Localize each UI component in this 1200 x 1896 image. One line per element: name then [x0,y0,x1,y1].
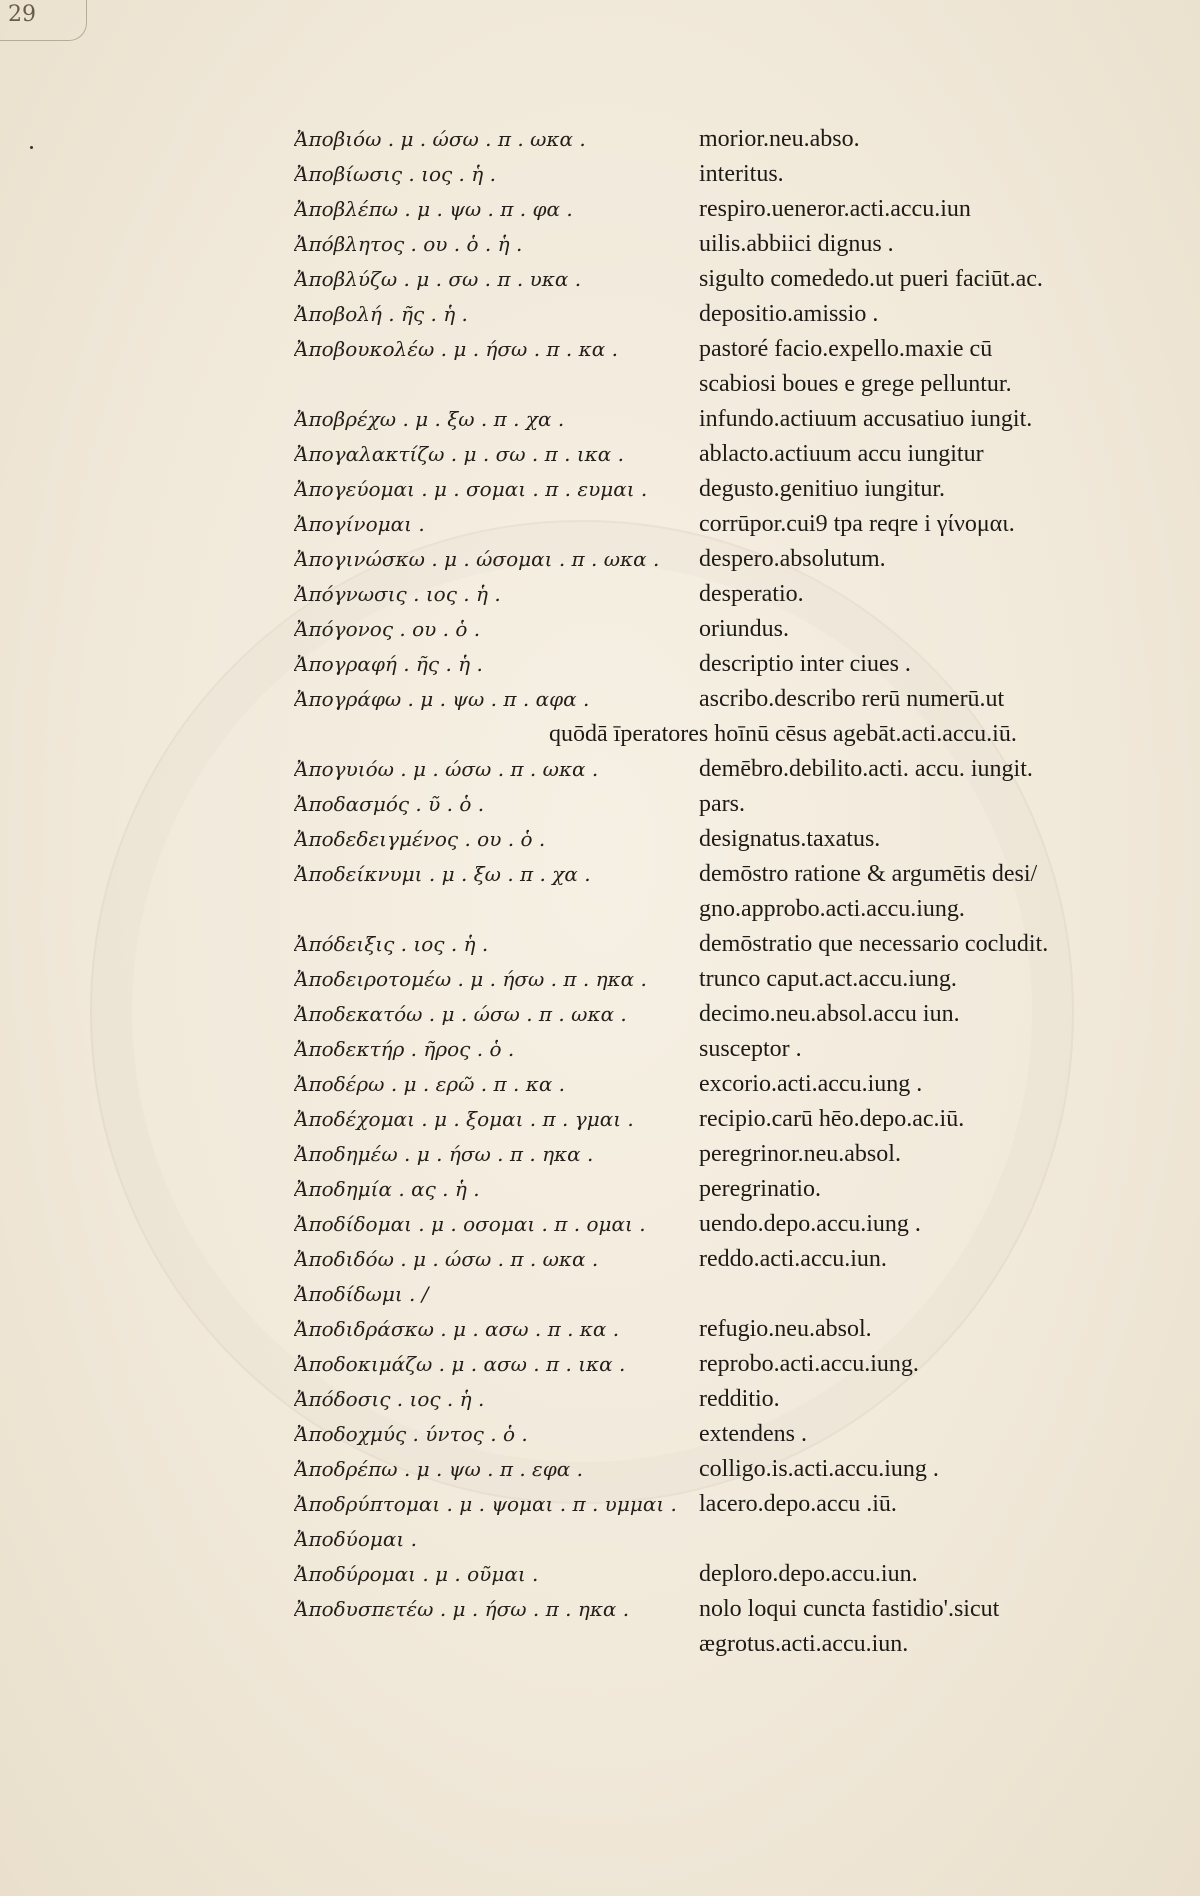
greek-headword: Ἀποβίωσις . ιος . ἡ . [294,162,496,186]
entry-19-continuation [294,892,1164,927]
latin-gloss-continuation: scabiosi boues e grege pelluntur. [699,371,1012,397]
latin-gloss: pars. [699,791,745,817]
latin-gloss: interitus. [699,161,784,187]
latin-gloss: descriptio inter ciues . [699,651,911,677]
greek-headword: Ἀπογυιόω . μ . ώσω . π . ωκα . [294,757,599,781]
latin-gloss: infundo.actiuum accusatiuo iungit. [699,406,1033,432]
greek-headword: Ἀποδέχομαι . μ . ξομαι . π . γμαι . [294,1107,634,1131]
latin-gloss: refugio.neu.absol. [699,1316,872,1342]
latin-gloss: uendo.depo.accu.iung . [699,1211,921,1237]
entry-5 [294,297,1164,332]
entry-35 [294,1452,1164,1487]
greek-headword: Ἀποβουκολέω . μ . ήσω . π . κα . [294,337,618,361]
entry-6-continuation [294,367,1164,402]
entry-34 [294,1417,1164,1452]
entry-39 [294,1592,1164,1627]
greek-headword: Ἀπόγνωσις . ιος . ἡ . [294,582,501,606]
greek-headword: Ἀποδυσπετέω . μ . ήσω . π . ηκα . [294,1597,630,1621]
entry-36 [294,1487,1164,1522]
greek-headword: Ἀποδίδωμι . / [294,1282,429,1306]
entry-20 [294,927,1164,962]
greek-headword: Ἀπογραφή . ῆς . ἡ . [294,652,483,676]
latin-gloss: reprobo.acti.accu.iung. [699,1351,919,1377]
entry-33 [294,1382,1164,1417]
entry-32 [294,1347,1164,1382]
greek-headword: Ἀποδημέω . μ . ήσω . π . ηκα . [294,1142,594,1166]
latin-gloss: demōstro ratione & argumētis desi/ [699,861,1038,887]
latin-gloss: trunco caput.act.accu.iung. [699,966,957,992]
latin-gloss: extendens . [699,1421,807,1447]
ink-speck [30,146,33,149]
greek-headword: Ἀποδύομαι . [294,1527,417,1551]
latin-gloss: ablacto.actiuum accu iungitur [699,441,984,467]
entry-9 [294,472,1164,507]
greek-headword: Ἀποβλέπω . μ . ψω . π . φα . [294,197,573,221]
entry-17 [294,787,1164,822]
latin-gloss: uilis.abbiici dignus . [699,231,894,257]
greek-headword: Ἀπόγονος . ου . ὁ . [294,617,481,641]
greek-headword: Ἀποδείκνυμι . μ . ξω . π . χα . [294,862,591,886]
greek-headword: Ἀπόδοσις . ιος . ἡ . [294,1387,485,1411]
latin-gloss: demēbro.debilito.acti. accu. iungit. [699,756,1033,782]
latin-gloss: decimo.neu.absol.accu iun. [699,1001,960,1027]
greek-headword: Ἀποδεκτήρ . ῆρος . ὁ . [294,1037,515,1061]
latin-gloss: colligo.is.acti.accu.iung . [699,1456,939,1482]
latin-gloss: degusto.genitiuo iungitur. [699,476,945,502]
entry-38 [294,1557,1164,1592]
greek-headword: Ἀπόδειξις . ιος . ἡ . [294,932,489,956]
latin-gloss: pastoré facio.expello.maxie cū [699,336,993,362]
entry-30 [294,1277,1164,1312]
entry-0 [294,122,1164,157]
greek-headword: Ἀποδειροτομέω . μ . ήσω . π . ηκα . [294,967,647,991]
greek-headword: Ἀπογινώσκω . μ . ώσομαι . π . ωκα . [294,547,660,571]
latin-gloss: nolo loqui cuncta fastidio'.sicut [699,1596,1000,1622]
entry-2 [294,192,1164,227]
greek-headword: Ἀποδοχμύς . ύντος . ὁ . [294,1422,528,1446]
latin-gloss: depositio.amissio . [699,301,879,327]
greek-headword: Ἀποδύρομαι . μ . οῦμαι . [294,1562,539,1586]
latin-gloss: desperatio. [699,581,804,607]
entry-16 [294,752,1164,787]
latin-gloss: oriundus. [699,616,789,642]
greek-headword: Ἀποδιδράσκω . μ . ασω . π . κα . [294,1317,620,1341]
entry-21 [294,962,1164,997]
greek-headword: Ἀποδημία . ας . ἡ . [294,1177,480,1201]
entry-31 [294,1312,1164,1347]
entry-23 [294,1032,1164,1067]
latin-gloss: designatus.taxatus. [699,826,881,852]
greek-headword: Ἀποδρύπτομαι . μ . ψομαι . π . υμμαι . [294,1492,677,1516]
greek-headword: Ἀπογράφω . μ . ψω . π . αφα . [294,687,590,711]
entry-29 [294,1242,1164,1277]
latin-gloss: reddo.acti.accu.iun. [699,1246,887,1272]
greek-headword: Ἀποδέρω . μ . ερῶ . π . κα . [294,1072,566,1096]
latin-gloss: despero.absolutum. [699,546,886,572]
latin-gloss-continuation: ægrotus.acti.accu.iun. [699,1631,909,1657]
latin-gloss: demōstratio que necessario cocludit. [699,931,1049,957]
entry-15 [294,682,1164,717]
entry-3 [294,227,1164,262]
entry-39-continuation [294,1627,1164,1662]
entry-25 [294,1102,1164,1137]
greek-headword: Ἀπογεύομαι . μ . σομαι . π . ευμαι . [294,477,648,501]
greek-headword: Ἀποβιόω . μ . ώσω . π . ωκα . [294,127,586,151]
entry-27 [294,1172,1164,1207]
entry-8 [294,437,1164,472]
greek-headword: Ἀποδίδομαι . μ . οσομαι . π . ομαι . [294,1212,646,1236]
greek-headword: Ἀποδασμός . ῦ . ὁ . [294,792,485,816]
latin-gloss: susceptor . [699,1036,802,1062]
greek-headword: Ἀποδεκατόω . μ . ώσω . π . ωκα . [294,1002,627,1026]
entry-1 [294,157,1164,192]
latin-gloss: ascribo.describo rerū numerū.ut [699,686,1005,712]
latin-gloss: deploro.depo.accu.iun. [699,1561,918,1587]
entry-15-continuation [294,717,1164,752]
greek-headword: Ἀποδεδειγμένος . ου . ὁ . [294,827,546,851]
entry-19 [294,857,1164,892]
entry-37 [294,1522,1164,1557]
latin-gloss: lacero.depo.accu .iū. [699,1491,897,1517]
latin-gloss: corrūpor.cui9 tpa reqre i γίνομαι. [699,511,1015,537]
greek-headword: Ἀπογίνομαι . [294,512,425,536]
latin-gloss: sigulto comededo.ut pueri faciūt.ac. [699,266,1043,292]
latin-gloss: respiro.ueneror.acti.accu.iun [699,196,971,222]
entry-11 [294,542,1164,577]
entry-6 [294,332,1164,367]
latin-gloss-continuation: gno.approbo.acti.accu.iung. [699,896,965,922]
greek-headword: Ἀποδιδόω . μ . ώσω . π . ωκα . [294,1247,599,1271]
entry-18 [294,822,1164,857]
greek-headword: Ἀποδρέπω . μ . ψω . π . εφα . [294,1457,583,1481]
entry-28 [294,1207,1164,1242]
greek-headword: Ἀπόβλητος . ου . ὁ . ἡ . [294,232,523,256]
dictionary-entries [294,122,1164,1662]
entry-24 [294,1067,1164,1102]
latin-gloss: recipio.carū hēo.depo.ac.iū. [699,1106,965,1132]
entry-10 [294,507,1164,542]
latin-gloss: excorio.acti.accu.iung . [699,1071,923,1097]
greek-headword: Ἀποβλύζω . μ . σω . π . υκα . [294,267,582,291]
greek-headword: Ἀπογαλακτίζω . μ . σω . π . ικα . [294,442,625,466]
entry-12 [294,577,1164,612]
latin-gloss: redditio. [699,1386,780,1412]
greek-headword: Ἀποβολή . ῆς . ἡ . [294,302,468,326]
entry-22 [294,997,1164,1032]
greek-headword: Ἀποβρέχω . μ . ξω . π . χα . [294,407,565,431]
latin-gloss-continuation: quōdā īperatores hoīnū cēsus agebāt.acti.accu.iū. [549,721,1017,747]
folio-number: 29 [8,2,36,27]
entry-14 [294,647,1164,682]
latin-gloss: morior.neu.abso. [699,126,860,152]
latin-gloss: peregrinatio. [699,1176,821,1202]
entry-13 [294,612,1164,647]
entry-7 [294,402,1164,437]
entry-26 [294,1137,1164,1172]
latin-gloss: peregrinor.neu.absol. [699,1141,901,1167]
entry-4 [294,262,1164,297]
greek-headword: Ἀποδοκιμάζω . μ . ασω . π . ικα . [294,1352,626,1376]
